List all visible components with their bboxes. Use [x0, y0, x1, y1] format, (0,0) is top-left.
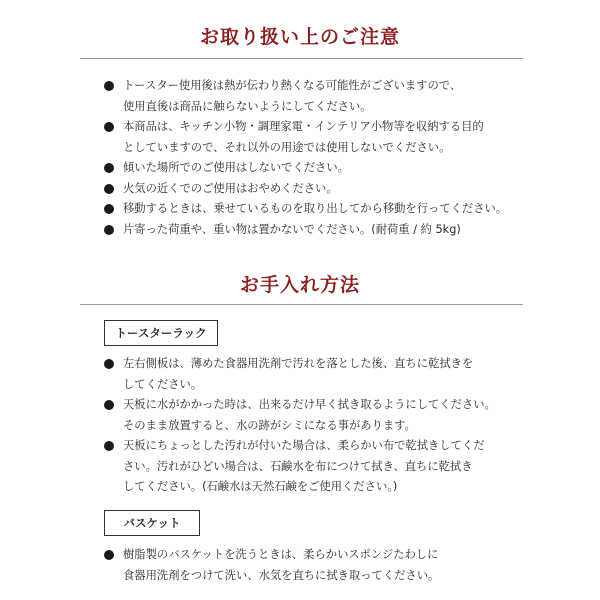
care-divider — [80, 304, 523, 305]
bullet-icon — [104, 122, 114, 132]
caution-list — [103, 76, 543, 240]
bullet-icon — [104, 400, 114, 410]
list-item: 移動するときは、乗せているものを取り出してから移動を行ってください。 — [103, 199, 543, 220]
list-item: 左右側板は、薄めた食器用洗剤で汚れを落とした後、直ちに乾拭きを してください。 — [103, 354, 543, 395]
bullet-icon — [104, 441, 114, 451]
bullet-icon — [104, 204, 114, 214]
caution-divider — [80, 58, 523, 59]
bullet-icon — [104, 359, 114, 369]
basket-label: バスケット — [104, 510, 200, 536]
caution-title: お取り扱い上のご注意 — [199, 26, 400, 48]
toaster-rack-label: トースターラック — [104, 320, 218, 346]
list-item: 本商品は、キッチン小物・調理家電・インテリア小物等を収納する目的 としていますので、それ以外の用途では使用しないでください。 — [103, 117, 543, 158]
bullet-icon — [104, 81, 114, 91]
list-item: 片寄った荷重や、重い物は置かないでください。(耐荷重 / 約 5kg) — [103, 220, 543, 241]
bullet-icon — [104, 225, 114, 235]
basket-list — [103, 545, 543, 586]
list-item: 天板に水がかかった時は、出来るだけ早く拭き取るようにしてください。 そのまま放置すると、水の跡がシミになる事があります。 — [103, 395, 543, 436]
list-item: 火気の近くでのご使用はおやめください。 — [103, 179, 543, 200]
care-title: お手入れ方法 — [239, 274, 360, 296]
bullet-icon — [104, 184, 114, 194]
list-item: トースター使用後は熱が伝わり熱くなる可能性がございますので、 使用直後は商品に触らないようにしてください。 — [103, 76, 543, 117]
list-item: 天板にちょっとした汚れが付いた場合は、柔らかい布で乾拭きしてくだ さい。汚れがひどい場合は、石鹸水を布につけて拭き、直ちに乾拭き してください。(石鹸水は天然石鹸をご使用ください。) — [103, 436, 543, 498]
list-item: 樹脂製のバスケットを洗うときは、柔らかいスポンジたわしに 食器用洗剤をつけて洗い、水気を直ちに拭き取ってください。 — [103, 545, 543, 586]
bullet-icon — [104, 163, 114, 173]
bullet-icon — [104, 550, 114, 560]
list-item: 傾いた場所でのご使用はしないでください。 — [103, 158, 543, 179]
toaster-rack-list — [103, 354, 543, 498]
